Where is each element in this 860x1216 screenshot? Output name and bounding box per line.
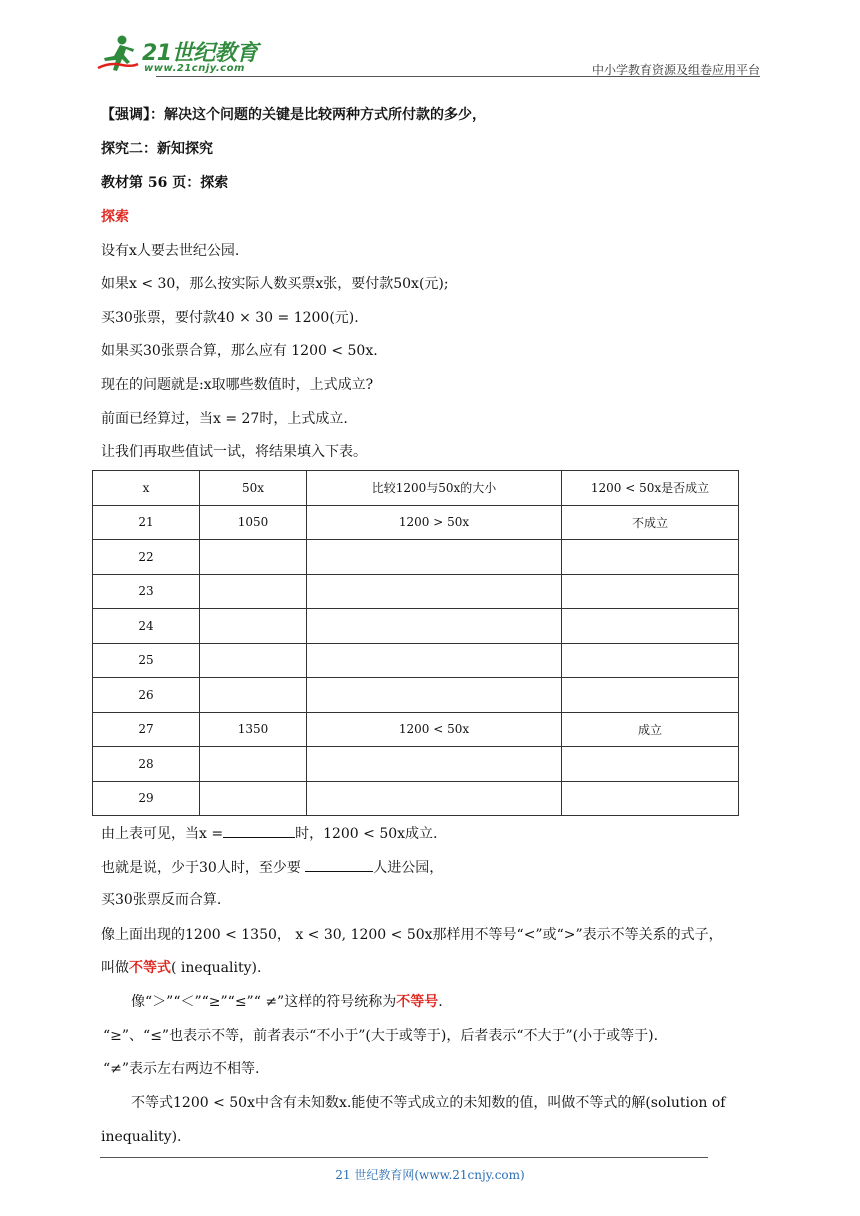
brand-logo xyxy=(96,30,266,76)
table-cell[interactable] xyxy=(562,540,739,575)
table-cell: 24 xyxy=(93,609,200,644)
brand-name: 21世纪教育 xyxy=(142,41,258,66)
table-cell: 21 xyxy=(93,505,200,540)
definition-inequality xyxy=(101,959,261,977)
definition-text: 像“＞”“＜”“≥”“≤”“ ≠”这样的符号统称为 xyxy=(131,994,397,1010)
paragraph: 前面已经算过，当x = 27时，上式成立. xyxy=(101,411,348,427)
platform-name: 中小学教育资源及组卷应用平台 xyxy=(591,63,760,77)
table-cell[interactable] xyxy=(307,747,562,782)
table-cell[interactable] xyxy=(562,574,739,609)
table-row xyxy=(93,574,739,609)
table-row xyxy=(93,505,739,540)
table-header-cell: 比较1200与50x的大小 xyxy=(307,471,562,506)
table-cell: 不成立 xyxy=(562,505,739,540)
table-cell[interactable] xyxy=(200,574,307,609)
conclusion-text-b: 时，1200 < 50x成立. xyxy=(295,826,438,842)
table-cell[interactable] xyxy=(307,678,562,713)
table-cell: 23 xyxy=(93,574,200,609)
table-cell: 成立 xyxy=(562,712,739,747)
conclusion-line xyxy=(101,823,438,843)
brand-url: www.21cnjy.com xyxy=(144,63,245,74)
paragraph: 如果x < 30，那么按实际人数买票x张，要付款50x(元); xyxy=(101,276,449,292)
table-row xyxy=(93,609,739,644)
footer-divider xyxy=(100,1157,708,1158)
paragraph: 买30张票，要付款40 × 30 = 1200(元). xyxy=(101,310,359,326)
table-header-cell: 50x xyxy=(200,471,307,506)
table-row xyxy=(93,643,739,678)
answer-blank[interactable] xyxy=(305,857,373,872)
table-cell: 29 xyxy=(93,781,200,816)
runner-icon xyxy=(96,34,140,74)
table-row xyxy=(93,712,739,747)
fill-in-text-a: 也就是说，少于30人时，至少要 xyxy=(101,860,306,876)
definition-text: ( inequality). xyxy=(171,960,262,976)
table-cell[interactable] xyxy=(307,609,562,644)
table-row xyxy=(93,747,739,782)
paragraph: 设有x人要去世纪公园. xyxy=(101,243,240,259)
table-cell[interactable] xyxy=(562,747,739,782)
conclusion-text-a: 由上表可见，当x = xyxy=(101,826,224,842)
table-cell[interactable] xyxy=(200,678,307,713)
paragraph: 买30张票反而合算. xyxy=(101,892,222,908)
header-divider xyxy=(156,76,760,77)
table-cell[interactable] xyxy=(307,781,562,816)
paragraph: 现在的问题就是:x取哪些数值时，上式成立? xyxy=(101,377,374,393)
paragraph: 让我们再取些值试一试，将结果填入下表。 xyxy=(101,444,367,460)
definition-inequality-sign xyxy=(131,993,443,1011)
table-cell[interactable] xyxy=(200,781,307,816)
page-header xyxy=(96,30,760,80)
explore-title: 探索 xyxy=(101,209,129,225)
section-heading: 探究二：新知探究 xyxy=(101,141,213,157)
fill-in-line xyxy=(101,857,443,877)
table-row xyxy=(93,678,739,713)
paragraph: 如果买30张票合算，那么应有 1200 < 50x. xyxy=(101,343,378,359)
paragraph: “≠”表示左右两边不相等. xyxy=(103,1061,260,1077)
table-cell: 28 xyxy=(93,747,200,782)
table-cell: 22 xyxy=(93,540,200,575)
definition-text: 叫做 xyxy=(101,960,129,976)
table-cell[interactable] xyxy=(307,574,562,609)
table-cell: 1050 xyxy=(200,505,307,540)
answer-blank[interactable] xyxy=(223,823,295,838)
table-cell: 26 xyxy=(93,678,200,713)
definition-text: . xyxy=(438,994,443,1010)
table-cell: 27 xyxy=(93,712,200,747)
textbook-reference: 教材第 56 页：探索 xyxy=(101,175,229,191)
table-header-cell: x xyxy=(93,471,200,506)
table-cell[interactable] xyxy=(200,540,307,575)
table-cell[interactable] xyxy=(562,678,739,713)
table-header-row xyxy=(93,471,739,506)
paragraph: 不等式1200 < 50x中含有未知数x.能使不等式成立的未知数的值，叫做不等式的解(solution of xyxy=(131,1095,726,1111)
results-table xyxy=(92,470,739,816)
table-cell: 1200 > 50x xyxy=(307,505,562,540)
table-row xyxy=(93,540,739,575)
paragraph: “≥”、“≤”也表示不等，前者表示“不小于”(大于或等于)，后者表示“不大于”(小于或等于). xyxy=(103,1028,659,1044)
table-cell[interactable] xyxy=(307,643,562,678)
table-cell[interactable] xyxy=(307,540,562,575)
fill-in-text-b: 人进公园， xyxy=(373,860,444,876)
table-cell[interactable] xyxy=(562,781,739,816)
paragraph: inequality). xyxy=(101,1129,182,1145)
table-cell[interactable] xyxy=(562,643,739,678)
term-inequality: 不等式 xyxy=(129,960,171,976)
table-cell[interactable] xyxy=(200,747,307,782)
table-cell[interactable] xyxy=(562,609,739,644)
table-header-cell: 1200 < 50x是否成立 xyxy=(562,471,739,506)
table-cell: 25 xyxy=(93,643,200,678)
table-cell: 1200 < 50x xyxy=(307,712,562,747)
table-cell[interactable] xyxy=(200,609,307,644)
emphasis-note: 【强调】：解决这个问题的关键是比较两种方式所付款的多少， xyxy=(101,107,486,123)
table-cell[interactable] xyxy=(200,643,307,678)
footer-link[interactable]: 21 世纪教育网(www.21cnjy.com) xyxy=(335,1168,525,1182)
term-inequality-sign: 不等号 xyxy=(396,994,439,1010)
table-row xyxy=(93,781,739,816)
table-cell: 1350 xyxy=(200,712,307,747)
paragraph: 像上面出现的1200 < 1350， x < 30, 1200 < 50x那样用不等号“<”或“>”表示不等关系的式子， xyxy=(101,927,723,943)
